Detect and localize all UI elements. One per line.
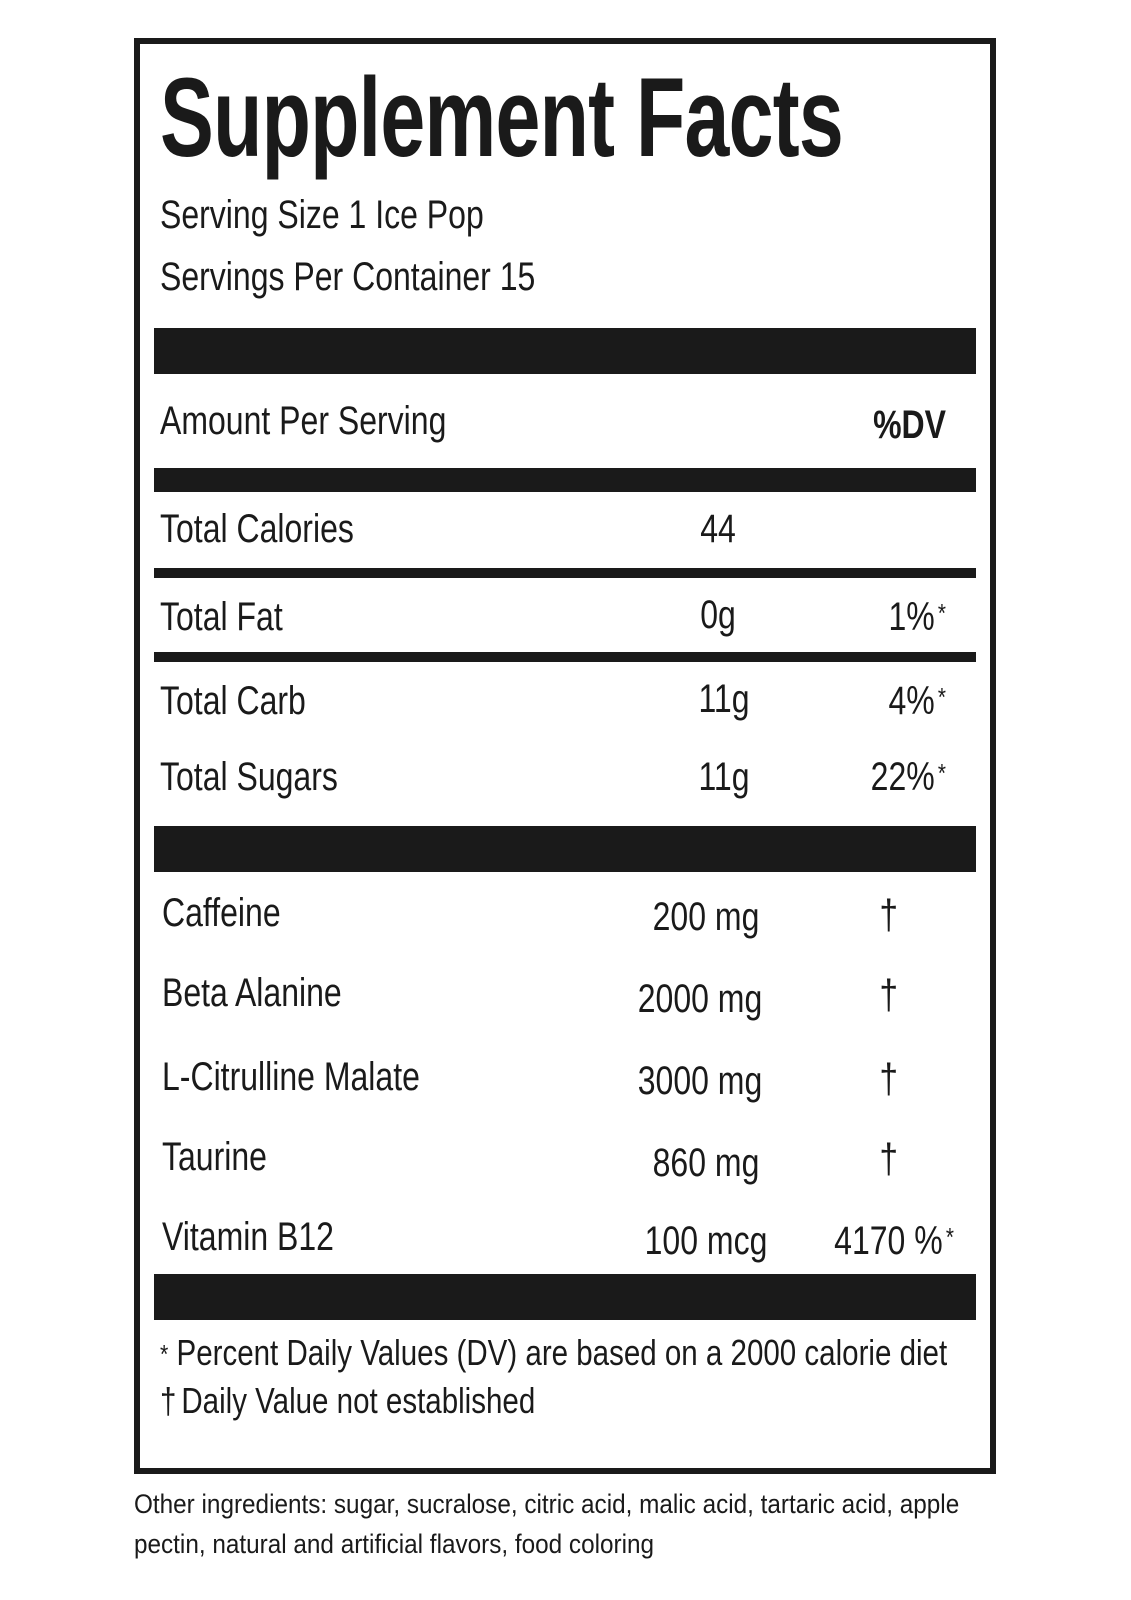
panel-title: Supplement Facts xyxy=(160,55,844,180)
nutrient-amount: 0g xyxy=(700,593,736,637)
divider-bar xyxy=(154,468,976,492)
nutrient-dv: 22% * xyxy=(870,755,946,799)
divider-bar xyxy=(154,1274,976,1320)
ingredient-name: Beta Alanine xyxy=(162,971,342,1015)
nutrient-amount: 11g xyxy=(698,677,750,721)
footnote-dagger: † Daily Value not established xyxy=(160,1380,536,1421)
ingredient-dv: † xyxy=(879,891,898,938)
supplement-facts-panel xyxy=(134,38,996,1474)
ingredient-amount: 200 mg xyxy=(652,895,760,939)
ingredient-amount: 3000 mg xyxy=(637,1059,763,1103)
other-ingredients-line: Other ingredients: sugar, sucralose, citric acid, malic acid, tartaric acid, apple xyxy=(134,1489,960,1519)
serving-size: Serving Size 1 Ice Pop xyxy=(160,193,484,237)
ingredient-dv: † xyxy=(879,971,898,1018)
ingredient-amount: 100 mcg xyxy=(644,1219,768,1263)
nutrient-dv: 1% * xyxy=(888,595,946,639)
servings-per-container: Servings Per Container 15 xyxy=(160,255,536,299)
ingredient-dv: † xyxy=(879,1135,898,1182)
ingredient-name: Taurine xyxy=(162,1135,267,1179)
other-ingredients xyxy=(134,1484,998,1564)
footnote-percent-dv: * Percent Daily Values (DV) are based on a 2000 calorie diet xyxy=(160,1332,948,1373)
ingredient-name: L-Citrulline Malate xyxy=(162,1055,420,1099)
nutrient-name: Total Calories xyxy=(160,507,354,551)
header-amount-per-serving: Amount Per Serving xyxy=(160,399,447,443)
divider-line xyxy=(154,568,976,578)
ingredient-name: Caffeine xyxy=(162,891,281,935)
nutrient-name: Total Sugars xyxy=(160,755,338,799)
other-ingredients-line: pectin, natural and artificial flavors, food coloring xyxy=(134,1529,655,1559)
ingredient-dv: 4170 % * xyxy=(834,1219,954,1263)
ingredient-name: Vitamin B12 xyxy=(162,1215,334,1259)
ingredient-amount: 2000 mg xyxy=(637,977,763,1021)
nutrient-dv: 4% * xyxy=(888,679,946,723)
nutrient-name: Total Fat xyxy=(160,595,283,639)
ingredient-amount: 860 mg xyxy=(652,1141,760,1185)
nutrient-name: Total Carb xyxy=(160,679,306,723)
divider-bar xyxy=(154,328,976,374)
header-dv: %DV xyxy=(873,403,946,447)
divider-bar xyxy=(154,826,976,872)
nutrient-amount: 11g xyxy=(698,755,750,799)
ingredient-dv: † xyxy=(879,1055,898,1102)
divider-line xyxy=(154,652,976,662)
nutrient-amount: 44 xyxy=(700,507,736,551)
